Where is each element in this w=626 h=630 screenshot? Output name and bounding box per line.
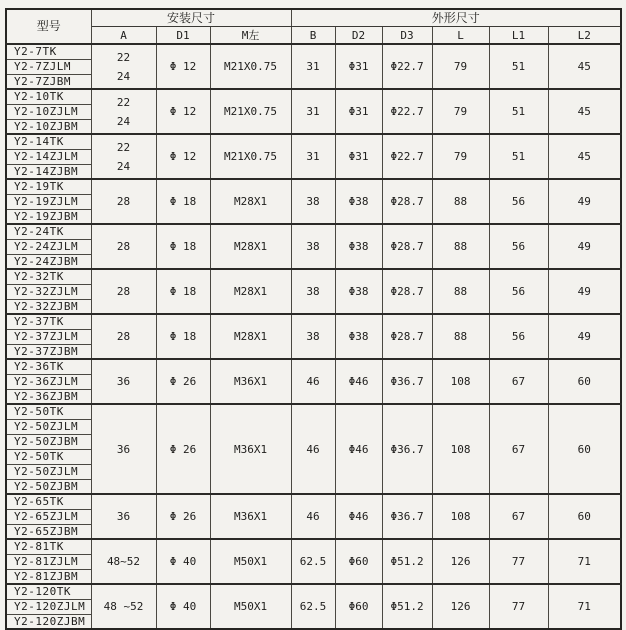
a-value: 36 — [91, 359, 156, 404]
model-cell: Y2-65ZJLM — [6, 509, 91, 524]
table-row — [6, 134, 621, 149]
col-header-l1: L1 — [489, 27, 548, 45]
l1-value: 56 — [489, 314, 548, 359]
l-value: 79 — [432, 89, 489, 134]
model-cell: Y2-19TK — [6, 179, 91, 194]
dimension-table — [5, 8, 622, 630]
l-value: 108 — [432, 494, 489, 539]
l1-value: 67 — [489, 404, 548, 494]
d1-value: Φ 18 — [156, 269, 210, 314]
b-value: 31 — [291, 134, 335, 179]
b-value: 62.5 — [291, 584, 335, 629]
model-cell: Y2-65ZJBM — [6, 524, 91, 539]
m-value: M36X1 — [210, 494, 291, 539]
model-cell: Y2-37ZJLM — [6, 329, 91, 344]
d3-value: Φ28.7 — [382, 269, 432, 314]
d1-value: Φ 40 — [156, 584, 210, 629]
m-value: M36X1 — [210, 359, 291, 404]
table-row — [6, 539, 621, 554]
d3-value: Φ36.7 — [382, 359, 432, 404]
model-cell: Y2-19ZJLM — [6, 194, 91, 209]
l-value: 126 — [432, 539, 489, 584]
model-cell: Y2-50ZJLM — [6, 464, 91, 479]
table-row — [6, 494, 621, 509]
l1-value: 56 — [489, 224, 548, 269]
d2-value: Φ38 — [335, 224, 382, 269]
m-value: M28X1 — [210, 314, 291, 359]
col-header-l2: L2 — [548, 27, 621, 45]
b-value: 31 — [291, 44, 335, 89]
l2-value: 49 — [548, 224, 621, 269]
table-row — [6, 584, 621, 599]
table-row — [6, 179, 621, 194]
b-value: 46 — [291, 404, 335, 494]
l2-value: 71 — [548, 539, 621, 584]
l-value: 108 — [432, 359, 489, 404]
l1-value: 51 — [489, 44, 548, 89]
model-cell: Y2-50ZJBM — [6, 434, 91, 449]
model-cell: Y2-36ZJBM — [6, 389, 91, 404]
d1-value: Φ 26 — [156, 359, 210, 404]
b-value: 31 — [291, 89, 335, 134]
model-cell: Y2-50TK — [6, 404, 91, 419]
model-cell: Y2-14TK — [6, 134, 91, 149]
model-cell: Y2-32TK — [6, 269, 91, 284]
d3-value: Φ51.2 — [382, 539, 432, 584]
d3-value: Φ22.7 — [382, 89, 432, 134]
model-cell: Y2-120ZJBM — [6, 614, 91, 629]
l1-value: 51 — [489, 89, 548, 134]
install-dimensions-header: 安装尺寸 — [91, 9, 291, 27]
d1-value: Φ 12 — [156, 44, 210, 89]
d1-value: Φ 12 — [156, 134, 210, 179]
l-value: 88 — [432, 179, 489, 224]
model-cell: Y2-19ZJBM — [6, 209, 91, 224]
a-value: 22 24 — [91, 44, 156, 89]
l1-value: 77 — [489, 539, 548, 584]
model-cell: Y2-120ZJLM — [6, 599, 91, 614]
d2-value: Φ60 — [335, 584, 382, 629]
a-value: 22 24 — [91, 89, 156, 134]
m-value: M28X1 — [210, 224, 291, 269]
table-row — [6, 404, 621, 419]
model-column-header: 型号 — [6, 9, 91, 44]
table-row — [6, 269, 621, 284]
col-header-d1: D1 — [156, 27, 210, 45]
l1-value: 67 — [489, 494, 548, 539]
model-cell: Y2-50ZJLM — [6, 419, 91, 434]
b-value: 46 — [291, 359, 335, 404]
d1-value: Φ 12 — [156, 89, 210, 134]
d3-value: Φ22.7 — [382, 134, 432, 179]
col-header-d3: D3 — [382, 27, 432, 45]
a-value: 22 24 — [91, 134, 156, 179]
l2-value: 45 — [548, 134, 621, 179]
d3-value: Φ28.7 — [382, 224, 432, 269]
model-cell: Y2-10ZJLM — [6, 104, 91, 119]
col-header-l: L — [432, 27, 489, 45]
d2-value: Φ31 — [335, 44, 382, 89]
l-value: 88 — [432, 224, 489, 269]
b-value: 46 — [291, 494, 335, 539]
model-cell: Y2-24ZJLM — [6, 239, 91, 254]
model-cell: Y2-36ZJLM — [6, 374, 91, 389]
l1-value: 56 — [489, 269, 548, 314]
l2-value: 60 — [548, 359, 621, 404]
l2-value: 45 — [548, 44, 621, 89]
d2-value: Φ31 — [335, 134, 382, 179]
col-header-a: A — [91, 27, 156, 45]
a-value: 28 — [91, 224, 156, 269]
model-cell: Y2-81ZJBM — [6, 569, 91, 584]
d1-value: Φ 26 — [156, 494, 210, 539]
model-cell: Y2-81ZJLM — [6, 554, 91, 569]
model-cell: Y2-37ZJBM — [6, 344, 91, 359]
m-value: M28X1 — [210, 179, 291, 224]
model-cell: Y2-24ZJBM — [6, 254, 91, 269]
a-value: 36 — [91, 494, 156, 539]
m-value: M28X1 — [210, 269, 291, 314]
l2-value: 71 — [548, 584, 621, 629]
model-cell: Y2-7TK — [6, 44, 91, 59]
l-value: 108 — [432, 404, 489, 494]
model-cell: Y2-32ZJBM — [6, 299, 91, 314]
l-value: 79 — [432, 134, 489, 179]
l-value: 88 — [432, 269, 489, 314]
a-value: 28 — [91, 179, 156, 224]
m-value: M21X0.75 — [210, 89, 291, 134]
a-value: 28 — [91, 314, 156, 359]
l2-value: 60 — [548, 494, 621, 539]
d3-value: Φ22.7 — [382, 44, 432, 89]
model-cell: Y2-65TK — [6, 494, 91, 509]
model-cell: Y2-10ZJBM — [6, 119, 91, 134]
a-value: 36 — [91, 404, 156, 494]
b-value: 38 — [291, 224, 335, 269]
table-row — [6, 359, 621, 374]
l2-value: 49 — [548, 269, 621, 314]
model-cell: Y2-14ZJLM — [6, 149, 91, 164]
d2-value: Φ31 — [335, 89, 382, 134]
d1-value: Φ 18 — [156, 179, 210, 224]
d3-value: Φ36.7 — [382, 404, 432, 494]
model-cell: Y2-50TK — [6, 449, 91, 464]
d2-value: Φ38 — [335, 314, 382, 359]
a-value: 48 ~52 — [91, 584, 156, 629]
model-cell: Y2-37TK — [6, 314, 91, 329]
l2-value: 49 — [548, 179, 621, 224]
d2-value: Φ46 — [335, 494, 382, 539]
d3-value: Φ36.7 — [382, 494, 432, 539]
d2-value: Φ38 — [335, 179, 382, 224]
l-value: 126 — [432, 584, 489, 629]
b-value: 38 — [291, 269, 335, 314]
l2-value: 60 — [548, 404, 621, 494]
m-value: M36X1 — [210, 404, 291, 494]
table-row — [6, 89, 621, 104]
l-value: 88 — [432, 314, 489, 359]
table-row — [6, 314, 621, 329]
header-row-columns — [6, 27, 621, 45]
a-value: 48~52 — [91, 539, 156, 584]
table-row — [6, 44, 621, 59]
a-value: 28 — [91, 269, 156, 314]
d1-value: Φ 40 — [156, 539, 210, 584]
l1-value: 51 — [489, 134, 548, 179]
col-header-b: B — [291, 27, 335, 45]
col-header-m: M左 — [210, 27, 291, 45]
b-value: 38 — [291, 179, 335, 224]
model-cell: Y2-7ZJLM — [6, 59, 91, 74]
model-cell: Y2-10TK — [6, 89, 91, 104]
header-row-groups — [6, 9, 621, 27]
model-cell: Y2-32ZJLM — [6, 284, 91, 299]
l2-value: 45 — [548, 89, 621, 134]
d1-value: Φ 26 — [156, 404, 210, 494]
b-value: 62.5 — [291, 539, 335, 584]
l2-value: 49 — [548, 314, 621, 359]
b-value: 38 — [291, 314, 335, 359]
l1-value: 77 — [489, 584, 548, 629]
d1-value: Φ 18 — [156, 224, 210, 269]
model-cell: Y2-36TK — [6, 359, 91, 374]
model-cell: Y2-120TK — [6, 584, 91, 599]
d3-value: Φ28.7 — [382, 179, 432, 224]
d2-value: Φ38 — [335, 269, 382, 314]
col-header-d2: D2 — [335, 27, 382, 45]
m-value: M21X0.75 — [210, 44, 291, 89]
model-cell: Y2-50ZJBM — [6, 479, 91, 494]
l1-value: 67 — [489, 359, 548, 404]
model-cell: Y2-7ZJBM — [6, 74, 91, 89]
d2-value: Φ60 — [335, 539, 382, 584]
d2-value: Φ46 — [335, 359, 382, 404]
m-value: M50X1 — [210, 584, 291, 629]
d2-value: Φ46 — [335, 404, 382, 494]
model-cell: Y2-14ZJBM — [6, 164, 91, 179]
d3-value: Φ51.2 — [382, 584, 432, 629]
model-cell: Y2-24TK — [6, 224, 91, 239]
outline-dimensions-header: 外形尺寸 — [291, 9, 621, 27]
model-cell: Y2-81TK — [6, 539, 91, 554]
table-row — [6, 224, 621, 239]
l-value: 79 — [432, 44, 489, 89]
d3-value: Φ28.7 — [382, 314, 432, 359]
m-value: M50X1 — [210, 539, 291, 584]
l1-value: 56 — [489, 179, 548, 224]
m-value: M21X0.75 — [210, 134, 291, 179]
d1-value: Φ 18 — [156, 314, 210, 359]
